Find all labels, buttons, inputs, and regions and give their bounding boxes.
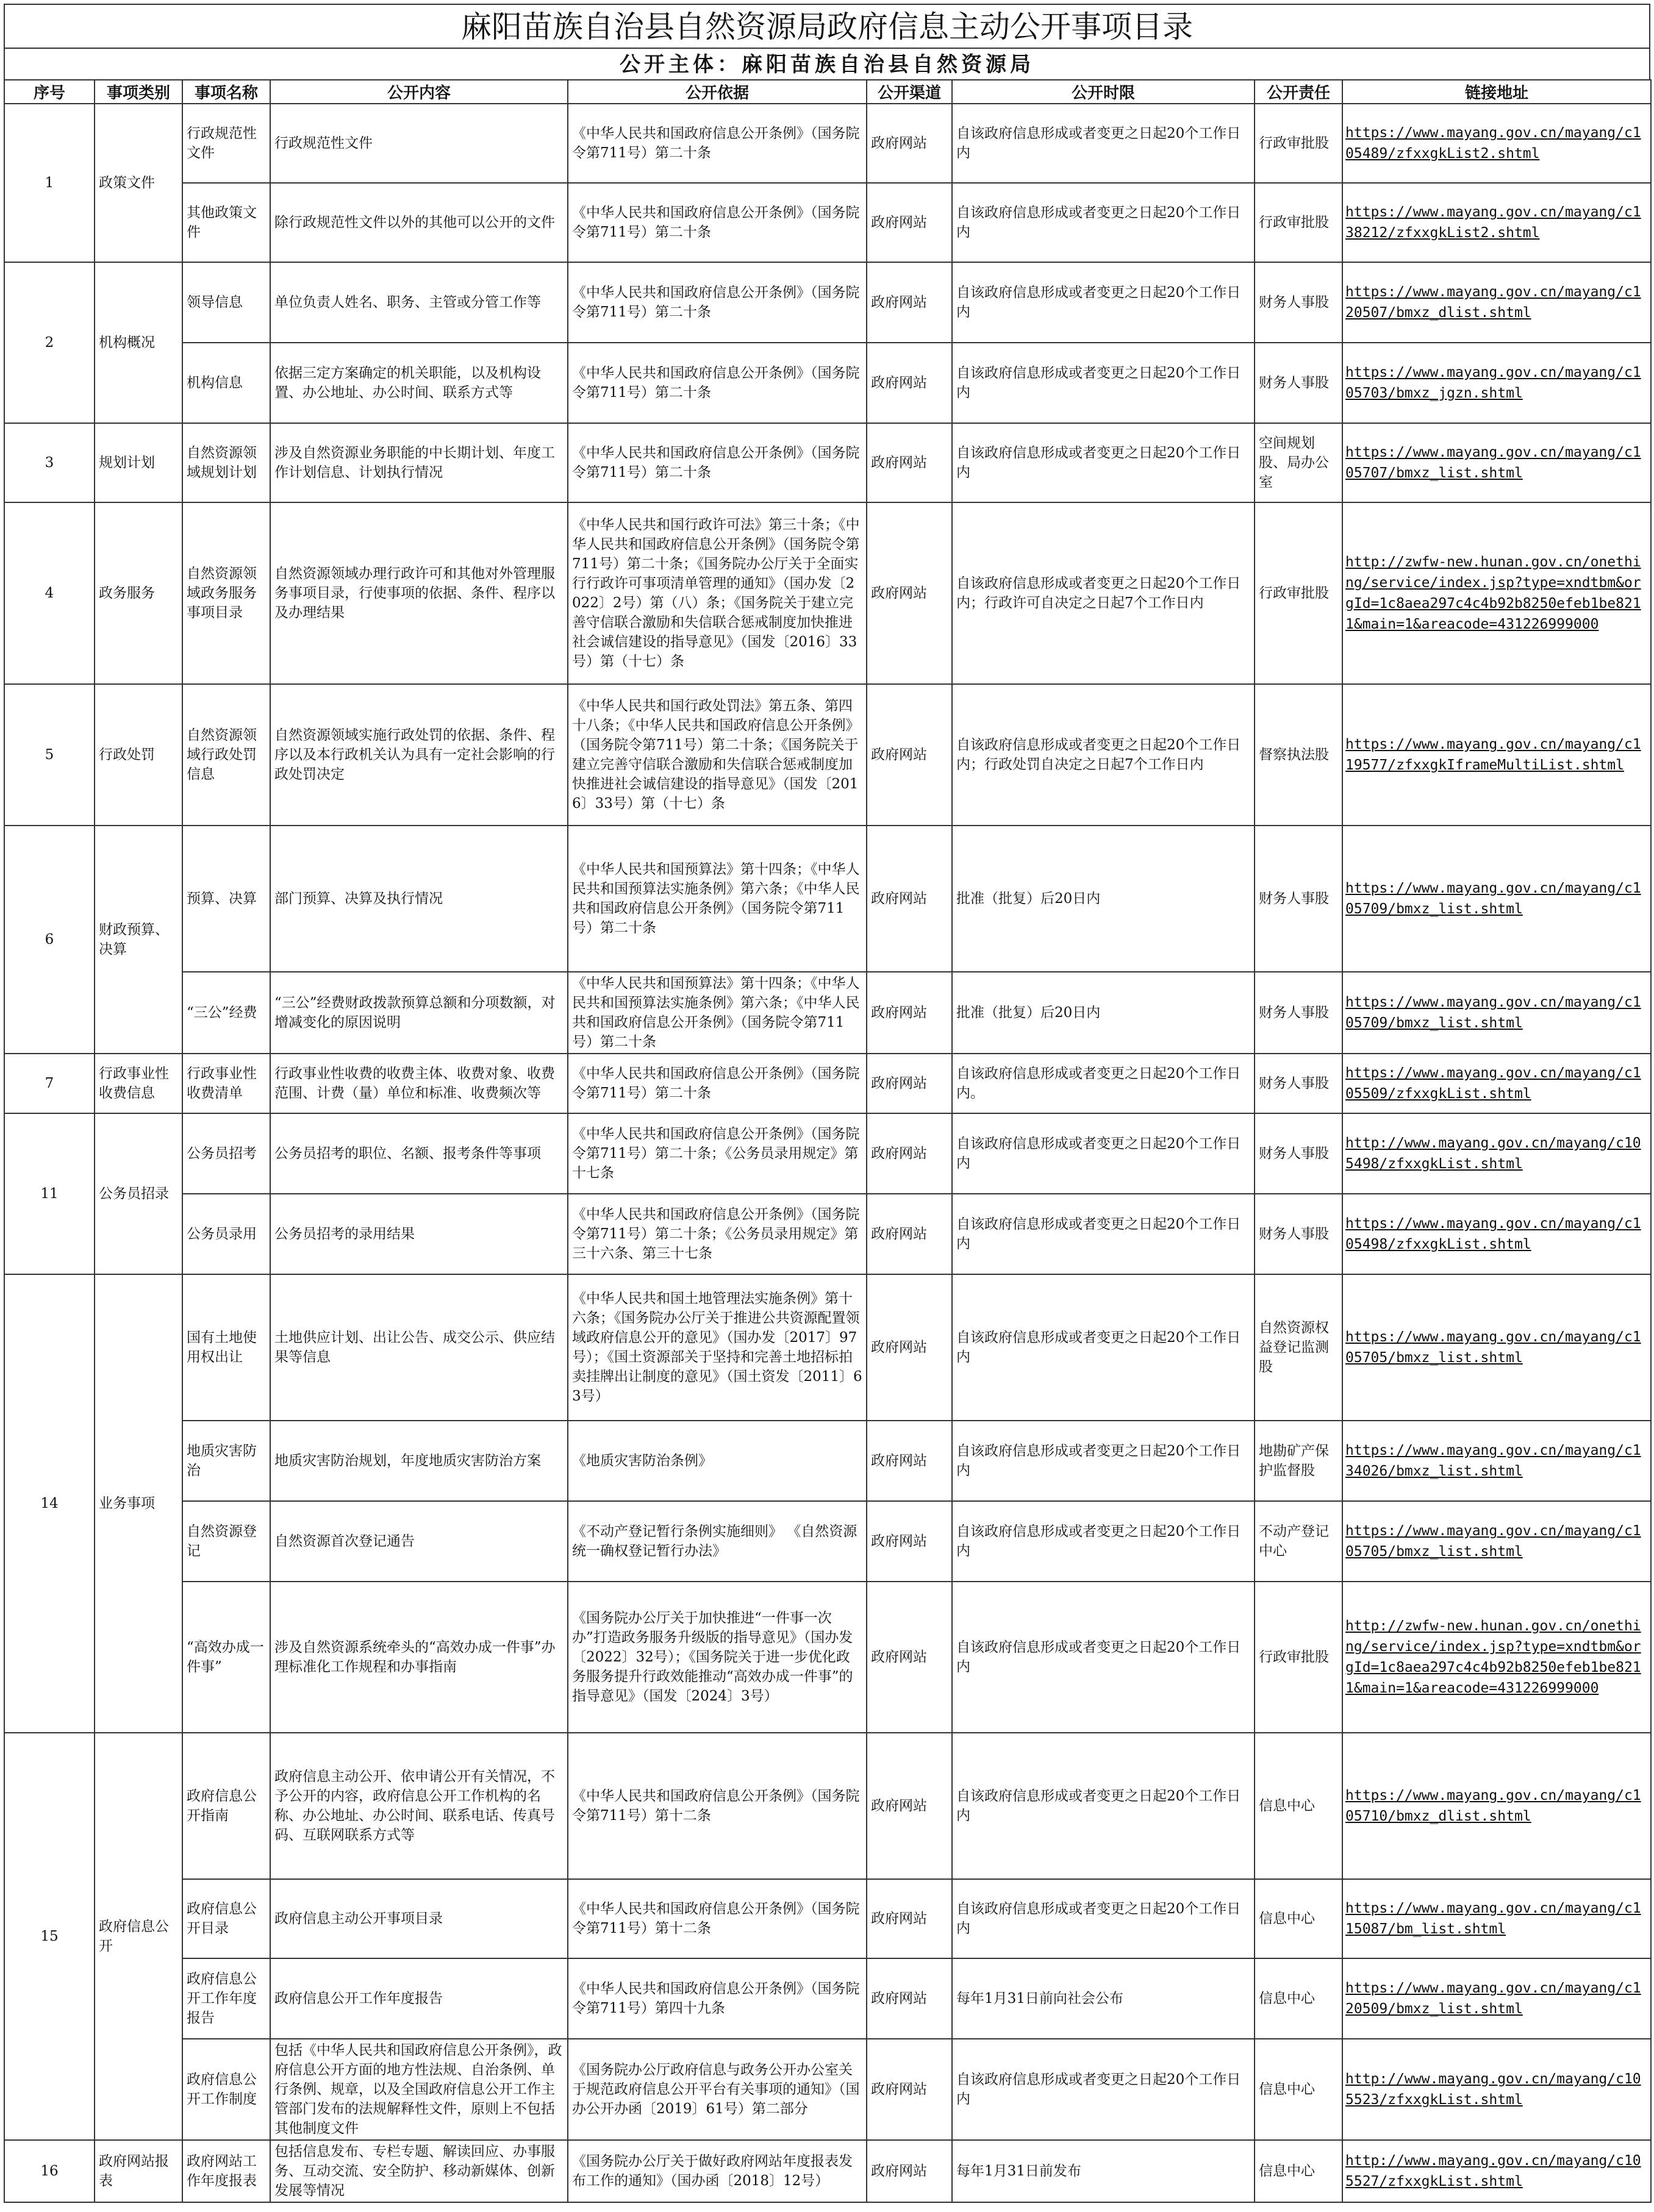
item-name: 机构信息	[182, 343, 270, 423]
table-row	[4, 1733, 1651, 1879]
item-link[interactable]: http://www.mayang.gov.cn/mayang/c105498/zfxxgkList.shtml	[1342, 1113, 1651, 1194]
row-category: 机构概况	[95, 262, 182, 423]
header-content: 公开内容	[270, 80, 568, 104]
item-channel: 政府网站	[867, 183, 952, 262]
item-responsibility: 督察执法股	[1255, 684, 1342, 826]
document-subtitle: 公开主体：麻阳苗族自治县自然资源局	[4, 48, 1650, 79]
item-time-limit: 自该政府信息形成或者变更之日起20个工作日内	[952, 2039, 1255, 2140]
item-basis: 《中华人民共和国政府信息公开条例》（国务院令第711号）第二十条	[568, 183, 867, 262]
row-number: 4	[4, 502, 95, 684]
table-row	[4, 104, 1651, 183]
item-content: 除行政规范性文件以外的其他可以公开的文件	[270, 183, 568, 262]
row-category: 政府网站报表	[95, 2140, 182, 2202]
item-time-limit: 自该政府信息形成或者变更之日起20个工作日内	[952, 423, 1255, 502]
catalog-table	[4, 79, 1652, 2203]
item-channel: 政府网站	[867, 423, 952, 502]
table-row	[4, 1879, 1651, 1958]
item-name: 国有土地使用权出让	[182, 1274, 270, 1421]
item-channel: 政府网站	[867, 502, 952, 684]
item-content: 包括信息发布、专栏专题、解读回应、办事服务、互动交流、安全防护、移动新媒体、创新发展等情况	[270, 2140, 568, 2202]
item-name: 政府信息公开目录	[182, 1879, 270, 1958]
row-number: 14	[4, 1274, 95, 1733]
header-basis: 公开依据	[568, 80, 867, 104]
row-number: 6	[4, 826, 95, 1054]
table-row	[4, 826, 1651, 972]
item-link[interactable]: https://www.mayang.gov.cn/mayang/c120509/bmxz_list.shtml	[1342, 1958, 1651, 2039]
item-name: 政府信息公开工作年度报告	[182, 1958, 270, 2039]
item-time-limit: 自该政府信息形成或者变更之日起20个工作日内	[952, 1274, 1255, 1421]
item-basis: 《国务院办公厅政府信息与政务公开办公室关于规范政府信息公开平台有关事项的通知》（国办公开办函〔2019〕61号）第二部分	[568, 2039, 867, 2140]
row-number: 5	[4, 684, 95, 826]
item-link[interactable]: http://zwfw-new.hunan.gov.cn/onething/service/index.jsp?type=xndtbm&orgId=1c8aea297c4c4b92b8250efeb1be8211&main=1&areacode=431226999000	[1342, 502, 1651, 684]
item-responsibility: 自然资源权益登记监测股	[1255, 1274, 1342, 1421]
item-name: 公务员录用	[182, 1194, 270, 1274]
header-row	[4, 80, 1651, 104]
item-responsibility: 信息中心	[1255, 2039, 1342, 2140]
item-time-limit: 自该政府信息形成或者变更之日起20个工作日内；行政许可自决定之日起7个工作日内	[952, 502, 1255, 684]
item-link[interactable]: https://www.mayang.gov.cn/mayang/c105709/bmxz_list.shtml	[1342, 826, 1651, 972]
item-content: 地质灾害防治规划，年度地质灾害防治方案	[270, 1421, 568, 1501]
item-responsibility: 不动产登记中心	[1255, 1501, 1342, 1582]
item-name: “三公”经费	[182, 972, 270, 1054]
item-link[interactable]: https://www.mayang.gov.cn/mayang/c120507/bmxz_dlist.shtml	[1342, 262, 1651, 343]
item-responsibility: 信息中心	[1255, 1958, 1342, 2039]
item-basis: 《中华人民共和国政府信息公开条例》（国务院令第711号）第二十条	[568, 262, 867, 343]
row-number: 15	[4, 1733, 95, 2140]
table-row	[4, 2039, 1651, 2140]
item-basis: 《国务院办公厅关于做好政府网站年度报表发布工作的通知》（国办函〔2018〕12号）	[568, 2140, 867, 2202]
item-time-limit: 自该政府信息形成或者变更之日起20个工作日内	[952, 1733, 1255, 1879]
item-content: 依据三定方案确定的机关职能，以及机构设置、办公地址、办公时间、联系方式等	[270, 343, 568, 423]
item-responsibility: 财务人事股	[1255, 826, 1342, 972]
item-basis: 《中华人民共和国政府信息公开条例》（国务院令第711号）第二十条	[568, 343, 867, 423]
row-number: 7	[4, 1054, 95, 1113]
item-responsibility: 财务人事股	[1255, 1194, 1342, 1274]
table-row	[4, 2140, 1651, 2202]
item-link[interactable]: https://www.mayang.gov.cn/mayang/c105709/bmxz_list.shtml	[1342, 972, 1651, 1054]
item-content: 单位负责人姓名、职务、主管或分管工作等	[270, 262, 568, 343]
item-name: 地质灾害防治	[182, 1421, 270, 1501]
item-time-limit: 自该政府信息形成或者变更之日起20个工作日内	[952, 1582, 1255, 1733]
item-content: 自然资源首次登记通告	[270, 1501, 568, 1582]
item-content: 自然资源领域办理行政许可和其他对外管理服务事项目录，行使事项的依据、条件、程序以及办理结果	[270, 502, 568, 684]
table-row	[4, 1274, 1651, 1421]
item-link[interactable]: https://www.mayang.gov.cn/mayang/c134026/bmxz_list.shtml	[1342, 1421, 1651, 1501]
item-basis: 《中华人民共和国行政处罚法》第五条、第四十八条；《中华人民共和国政府信息公开条例》（国务院令第711号）第二十条；《国务院关于建立完善守信联合激励和失信联合惩戒制度加快推进社会诚信建设的指导意见》（国发〔2016〕33号）第（十七）条	[568, 684, 867, 826]
row-category: 政府信息公开	[95, 1733, 182, 2140]
table-row	[4, 423, 1651, 502]
item-basis: 《中华人民共和国政府信息公开条例》（国务院令第711号）第二十条	[568, 1054, 867, 1113]
table-row	[4, 1421, 1651, 1501]
item-channel: 政府网站	[867, 684, 952, 826]
item-basis: 《中华人民共和国土地管理法实施条例》第十六条；《国务院办公厅关于推进公共资源配置领域政府信息公开的意见》（国办发〔2017〕97号）；《国土资源部关于坚持和完善土地招标拍卖挂牌出让制度的意见》（国土资发〔2011〕63号）	[568, 1274, 867, 1421]
item-basis: 《中华人民共和国政府信息公开条例》（国务院令第711号）第十二条	[568, 1733, 867, 1879]
item-responsibility: 财务人事股	[1255, 1113, 1342, 1194]
item-channel: 政府网站	[867, 1054, 952, 1113]
item-content: “三公”经费财政拨款预算总额和分项数额，对增减变化的原因说明	[270, 972, 568, 1054]
item-link[interactable]: https://www.mayang.gov.cn/mayang/c105509/zfxxgkList.shtml	[1342, 1054, 1651, 1113]
item-time-limit: 自该政府信息形成或者变更之日起20个工作日内	[952, 262, 1255, 343]
table-row	[4, 972, 1651, 1054]
item-time-limit: 自该政府信息形成或者变更之日起20个工作日内；行政处罚自决定之日起7个工作日内	[952, 684, 1255, 826]
item-channel: 政府网站	[867, 1421, 952, 1501]
header-category: 事项类别	[95, 80, 182, 104]
item-responsibility: 信息中心	[1255, 2140, 1342, 2202]
item-channel: 政府网站	[867, 1733, 952, 1879]
item-time-limit: 自该政府信息形成或者变更之日起20个工作日内	[952, 343, 1255, 423]
item-content: 政府信息主动公开、依申请公开有关情况，不予公开的内容，政府信息公开工作机构的名称、办公地址、办公时间、联系电话、传真号码、互联网联系方式等	[270, 1733, 568, 1879]
header-link: 链接地址	[1342, 80, 1651, 104]
table-row	[4, 1054, 1651, 1113]
row-category: 财政预算、决算	[95, 826, 182, 1054]
item-responsibility: 行政审批股	[1255, 502, 1342, 684]
item-content: 涉及自然资源系统牵头的“高效办成一件事”办理标准化工作规程和办事指南	[270, 1582, 568, 1733]
item-link[interactable]: https://www.mayang.gov.cn/mayang/c105705/bmxz_list.shtml	[1342, 1501, 1651, 1582]
item-name: “高效办成一件事”	[182, 1582, 270, 1733]
item-content: 土地供应计划、出让公告、成交公示、供应结果等信息	[270, 1274, 568, 1421]
row-category: 行政处罚	[95, 684, 182, 826]
item-link[interactable]: https://www.mayang.gov.cn/mayang/c105707/bmxz_list.shtml	[1342, 423, 1651, 502]
row-category: 业务事项	[95, 1274, 182, 1733]
item-content: 公务员招考的职位、名额、报考条件等事项	[270, 1113, 568, 1194]
row-number: 1	[4, 104, 95, 262]
item-time-limit: 自该政府信息形成或者变更之日起20个工作日内	[952, 1879, 1255, 1958]
item-channel: 政府网站	[867, 1879, 952, 1958]
item-link[interactable]: https://www.mayang.gov.cn/mayang/c105703/bmxz_jgzn.shtml	[1342, 343, 1651, 423]
item-channel: 政府网站	[867, 343, 952, 423]
item-content: 政府信息主动公开事项目录	[270, 1879, 568, 1958]
item-content: 自然资源领域实施行政处罚的依据、条件、程序以及本行政机关认为具有一定社会影响的行政处罚决定	[270, 684, 568, 826]
item-time-limit: 自该政府信息形成或者变更之日起20个工作日内	[952, 1194, 1255, 1274]
item-basis: 《中华人民共和国政府信息公开条例》（国务院令第711号）第二十条	[568, 423, 867, 502]
table-row	[4, 1958, 1651, 2039]
item-channel: 政府网站	[867, 1274, 952, 1421]
item-time-limit: 自该政府信息形成或者变更之日起20个工作日内	[952, 104, 1255, 183]
table-row	[4, 502, 1651, 684]
item-responsibility: 地勘矿产保护监督股	[1255, 1421, 1342, 1501]
item-basis: 《中华人民共和国行政许可法》第三十条；《中华人民共和国政府信息公开条例》（国务院令第711号）第二十条；《国务院办公厅关于全面实行行政许可事项清单管理的通知》（国办发〔2022〕2号）第（八）条；《国务院关于建立完善守信联合激励和失信联合惩戒制度加快推进社会诚信建设的指导意见》（国发〔2016〕33号）第（十七）条	[568, 502, 867, 684]
row-number: 16	[4, 2140, 95, 2202]
item-name: 政府信息公开工作制度	[182, 2039, 270, 2140]
item-responsibility: 财务人事股	[1255, 972, 1342, 1054]
row-category: 政务服务	[95, 502, 182, 684]
row-category: 政策文件	[95, 104, 182, 262]
row-number: 3	[4, 423, 95, 502]
item-basis: 《中华人民共和国政府信息公开条例》（国务院令第711号）第十二条	[568, 1879, 867, 1958]
item-time-limit: 每年1月31日前向社会公布	[952, 1958, 1255, 2039]
row-category: 行政事业性收费信息	[95, 1054, 182, 1113]
item-basis: 《中华人民共和国预算法》第十四条；《中华人民共和国预算法实施条例》第六条；《中华人民共和国政府信息公开条例》（国务院令第711号）第二十条	[568, 972, 867, 1054]
item-time-limit: 每年1月31日前发布	[952, 2140, 1255, 2202]
item-channel: 政府网站	[867, 1113, 952, 1194]
item-content: 公务员招考的录用结果	[270, 1194, 568, 1274]
item-name: 自然资源领域政务服务事项目录	[182, 502, 270, 684]
item-channel: 政府网站	[867, 1501, 952, 1582]
header-item-name: 事项名称	[182, 80, 270, 104]
item-basis: 《中华人民共和国政府信息公开条例》（国务院令第711号）第二十条；《公务员录用规定》第十七条	[568, 1113, 867, 1194]
header-no: 序号	[4, 80, 95, 104]
item-name: 公务员招考	[182, 1113, 270, 1194]
catalog-sheet	[4, 4, 1650, 2203]
item-link[interactable]: https://www.mayang.gov.cn/mayang/c105705/bmxz_list.shtml	[1342, 1274, 1651, 1421]
item-name: 其他政策文件	[182, 183, 270, 262]
item-channel: 政府网站	[867, 1194, 952, 1274]
table-row	[4, 1582, 1651, 1733]
table-row	[4, 1501, 1651, 1582]
row-number: 2	[4, 262, 95, 423]
item-link[interactable]: http://www.mayang.gov.cn/mayang/c105527/zfxxgkList.shtml	[1342, 2140, 1651, 2202]
item-content: 行政规范性文件	[270, 104, 568, 183]
item-basis: 《地质灾害防治条例》	[568, 1421, 867, 1501]
item-link[interactable]: https://www.mayang.gov.cn/mayang/c105710/bmxz_dlist.shtml	[1342, 1733, 1651, 1879]
table-row	[4, 343, 1651, 423]
item-responsibility: 财务人事股	[1255, 262, 1342, 343]
item-time-limit: 批准（批复）后20日内	[952, 826, 1255, 972]
row-category: 规划计划	[95, 423, 182, 502]
item-responsibility: 行政审批股	[1255, 104, 1342, 183]
row-category: 公务员招录	[95, 1113, 182, 1274]
item-time-limit: 批准（批复）后20日内	[952, 972, 1255, 1054]
item-channel: 政府网站	[867, 104, 952, 183]
item-name: 行政事业性收费清单	[182, 1054, 270, 1113]
item-responsibility: 空间规划股、局办公室	[1255, 423, 1342, 502]
table-row	[4, 1113, 1651, 1194]
item-link[interactable]: https://www.mayang.gov.cn/mayang/c105498/zfxxgkList.shtml	[1342, 1194, 1651, 1274]
item-link[interactable]: http://www.mayang.gov.cn/mayang/c105523/zfxxgkList.shtml	[1342, 2039, 1651, 2140]
item-link[interactable]: https://www.mayang.gov.cn/mayang/c119577/zfxxgkIframeMultiList.shtml	[1342, 684, 1651, 826]
item-responsibility: 行政审批股	[1255, 183, 1342, 262]
item-basis: 《中华人民共和国政府信息公开条例》（国务院令第711号）第四十九条	[568, 1958, 867, 2039]
item-channel: 政府网站	[867, 2039, 952, 2140]
item-time-limit: 自该政府信息形成或者变更之日起20个工作日内	[952, 1501, 1255, 1582]
item-name: 领导信息	[182, 262, 270, 343]
item-channel: 政府网站	[867, 826, 952, 972]
item-channel: 政府网站	[867, 1958, 952, 2039]
item-responsibility: 信息中心	[1255, 1879, 1342, 1958]
item-name: 预算、决算	[182, 826, 270, 972]
item-channel: 政府网站	[867, 2140, 952, 2202]
item-name: 自然资源领域规划计划	[182, 423, 270, 502]
table-row	[4, 183, 1651, 262]
table-row	[4, 262, 1651, 343]
item-content: 行政事业性收费的收费主体、收费对象、收费范围、计费（量）单位和标准、收费频次等	[270, 1054, 568, 1113]
item-content: 政府信息公开工作年度报告	[270, 1958, 568, 2039]
item-time-limit: 自该政府信息形成或者变更之日起20个工作日内。	[952, 1054, 1255, 1113]
item-name: 自然资源领域行政处罚信息	[182, 684, 270, 826]
item-responsibility: 信息中心	[1255, 1733, 1342, 1879]
item-content: 涉及自然资源业务职能的中长期计划、年度工作计划信息、计划执行情况	[270, 423, 568, 502]
header-responsibility: 公开责任	[1255, 80, 1342, 104]
item-basis: 《不动产登记暂行条例实施细则》 《自然资源统一确权登记暂行办法》	[568, 1501, 867, 1582]
item-channel: 政府网站	[867, 262, 952, 343]
header-channel: 公开渠道	[867, 80, 952, 104]
item-link[interactable]: https://www.mayang.gov.cn/mayang/c115087/bm_list.shtml	[1342, 1879, 1651, 1958]
item-channel: 政府网站	[867, 972, 952, 1054]
header-time-limit: 公开时限	[952, 80, 1255, 104]
table-body	[4, 104, 1651, 2202]
item-name: 自然资源登记	[182, 1501, 270, 1582]
table-row	[4, 1194, 1651, 1274]
item-basis: 《中华人民共和国政府信息公开条例》（国务院令第711号）第二十条	[568, 104, 867, 183]
document-title: 麻阳苗族自治县自然资源局政府信息主动公开事项目录	[4, 4, 1650, 48]
item-name: 行政规范性文件	[182, 104, 270, 183]
item-channel: 政府网站	[867, 1582, 952, 1733]
item-link[interactable]: https://www.mayang.gov.cn/mayang/c138212/zfxxgkList2.shtml	[1342, 183, 1651, 262]
item-name: 政府信息公开指南	[182, 1733, 270, 1879]
item-responsibility: 行政审批股	[1255, 1582, 1342, 1733]
item-time-limit: 自该政府信息形成或者变更之日起20个工作日内	[952, 183, 1255, 262]
item-name: 政府网站工作年度报表	[182, 2140, 270, 2202]
table-row	[4, 684, 1651, 826]
item-responsibility: 财务人事股	[1255, 1054, 1342, 1113]
item-basis: 《国务院办公厅关于加快推进“一件事一次办”打造政务服务升级版的指导意见》（国办发〔2022〕32号）；《国务院关于进一步优化政务服务提升行政效能推动“高效办成一件事”的指导意见》（国发〔2024〕3号）	[568, 1582, 867, 1733]
item-content: 包括《中华人民共和国政府信息公开条例》，政府信息公开方面的地方性法规、自治条例、单行条例、规章，以及全国政府信息公开工作主管部门发布的法规解释性文件，原则上不包括其他制度文件	[270, 2039, 568, 2140]
row-number: 11	[4, 1113, 95, 1274]
item-responsibility: 财务人事股	[1255, 343, 1342, 423]
item-time-limit: 自该政府信息形成或者变更之日起20个工作日内	[952, 1113, 1255, 1194]
item-link[interactable]: http://zwfw-new.hunan.gov.cn/onething/service/index.jsp?type=xndtbm&orgId=1c8aea297c4c4b92b8250efeb1be8211&main=1&areacode=431226999000	[1342, 1582, 1651, 1733]
item-content: 部门预算、决算及执行情况	[270, 826, 568, 972]
item-basis: 《中华人民共和国政府信息公开条例》（国务院令第711号）第二十条；《公务员录用规定》第三十六条、第三十七条	[568, 1194, 867, 1274]
item-basis: 《中华人民共和国预算法》第十四条；《中华人民共和国预算法实施条例》第六条；《中华人民共和国政府信息公开条例》（国务院令第711号）第二十条	[568, 826, 867, 972]
item-time-limit: 自该政府信息形成或者变更之日起20个工作日内	[952, 1421, 1255, 1501]
item-link[interactable]: https://www.mayang.gov.cn/mayang/c105489/zfxxgkList2.shtml	[1342, 104, 1651, 183]
